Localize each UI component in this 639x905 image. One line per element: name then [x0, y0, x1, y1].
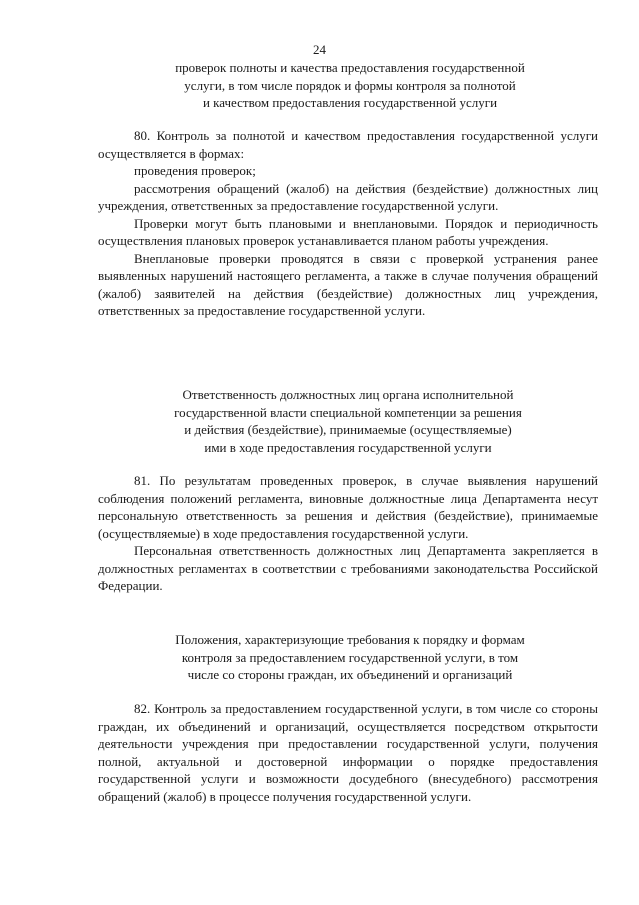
- paragraph-82: [98, 700, 598, 805]
- heading-line: ими в ходе предоставления государственной услуги: [204, 439, 492, 455]
- heading-line: числе со стороны граждан, их объединений и организаций: [187, 667, 513, 682]
- paragraph-82-text: 82. Контроль за предоставлением государственной услуги, в том числе со стороны граждан, их объединений и организаций, осуществляется посредством открытости деятельности учреждения при предоставлении государственной услуги, получения полной, актуальной и достоверной информации о порядке предоставления государственной услуги и возможности досудебного (внесудебного) рассмотрения обращений (жалоб) в процессе получения государственной услуги.: [98, 701, 598, 804]
- heading-line: Ответственность должностных лиц органа исполнительной: [182, 387, 514, 402]
- heading-line: услуги, в том числе порядок и формы контроля за полнотой: [184, 77, 516, 93]
- paragraph-80-form-2: рассмотрения обращений (жалоб) на действия (бездействие) должностных лиц учреждения, ответственных за предоставление государственной услуги.: [98, 180, 598, 213]
- heading-line: Положения, характеризующие требования к порядку и формам: [175, 632, 525, 647]
- paragraph-80-unplanned: Внеплановые проверки проводятся в связи с проверкой устранения ранее выявленных нарушений настоящего регламента, а также в случае получения обращений (жалоб) заявителей на действия (бездействие) должностных лиц учреждения, ответственных за предоставление государственной услуги.: [98, 250, 598, 318]
- heading-line: государственной власти специальной компетенции за решения: [174, 404, 522, 420]
- heading-line: контроля за предоставлением государственной услуги, в том: [181, 649, 519, 665]
- paragraph-81-personal: Персональная ответственность должностных лиц Департамента закрепляется в должностных регламентах в соответствии с требованиями законодательства Российской Федерации.: [98, 543, 598, 593]
- paragraph-81-main: 81. По результатам проведенных проверок, в случае выявления нарушений соблюдения положений регламента, виновные должностные лица Департамента несут персональную ответственность за решения и действия (бездействие), принимаемые (осуществляемые) в ходе предоставления государственной услуги.: [98, 473, 598, 541]
- paragraph-80-checks: Проверки могут быть плановыми и внеплановыми. Порядок и периодичность осуществления плановых проверок устанавливается планом работы учреждения.: [98, 215, 598, 248]
- heading-line: проверок полноты и качества предоставления государственной: [175, 60, 525, 75]
- page-number: 24: [313, 42, 326, 57]
- paragraph-81: [98, 472, 598, 595]
- heading-line: и действия (бездействие), принимаемые (осуществляемые): [184, 422, 512, 437]
- paragraph-80: [98, 127, 598, 320]
- section-heading-control: [120, 631, 580, 684]
- heading-line: и качеством предоставления государственной услуги: [202, 95, 498, 110]
- section-heading-top: [120, 59, 580, 112]
- section-heading-responsibility: [118, 386, 578, 456]
- paragraph-80-intro: 80. Контроль за полнотой и качеством предоставления государственной услуги осуществляется в формах:: [98, 128, 598, 161]
- paragraph-80-form-1: проведения проверок;: [134, 163, 256, 178]
